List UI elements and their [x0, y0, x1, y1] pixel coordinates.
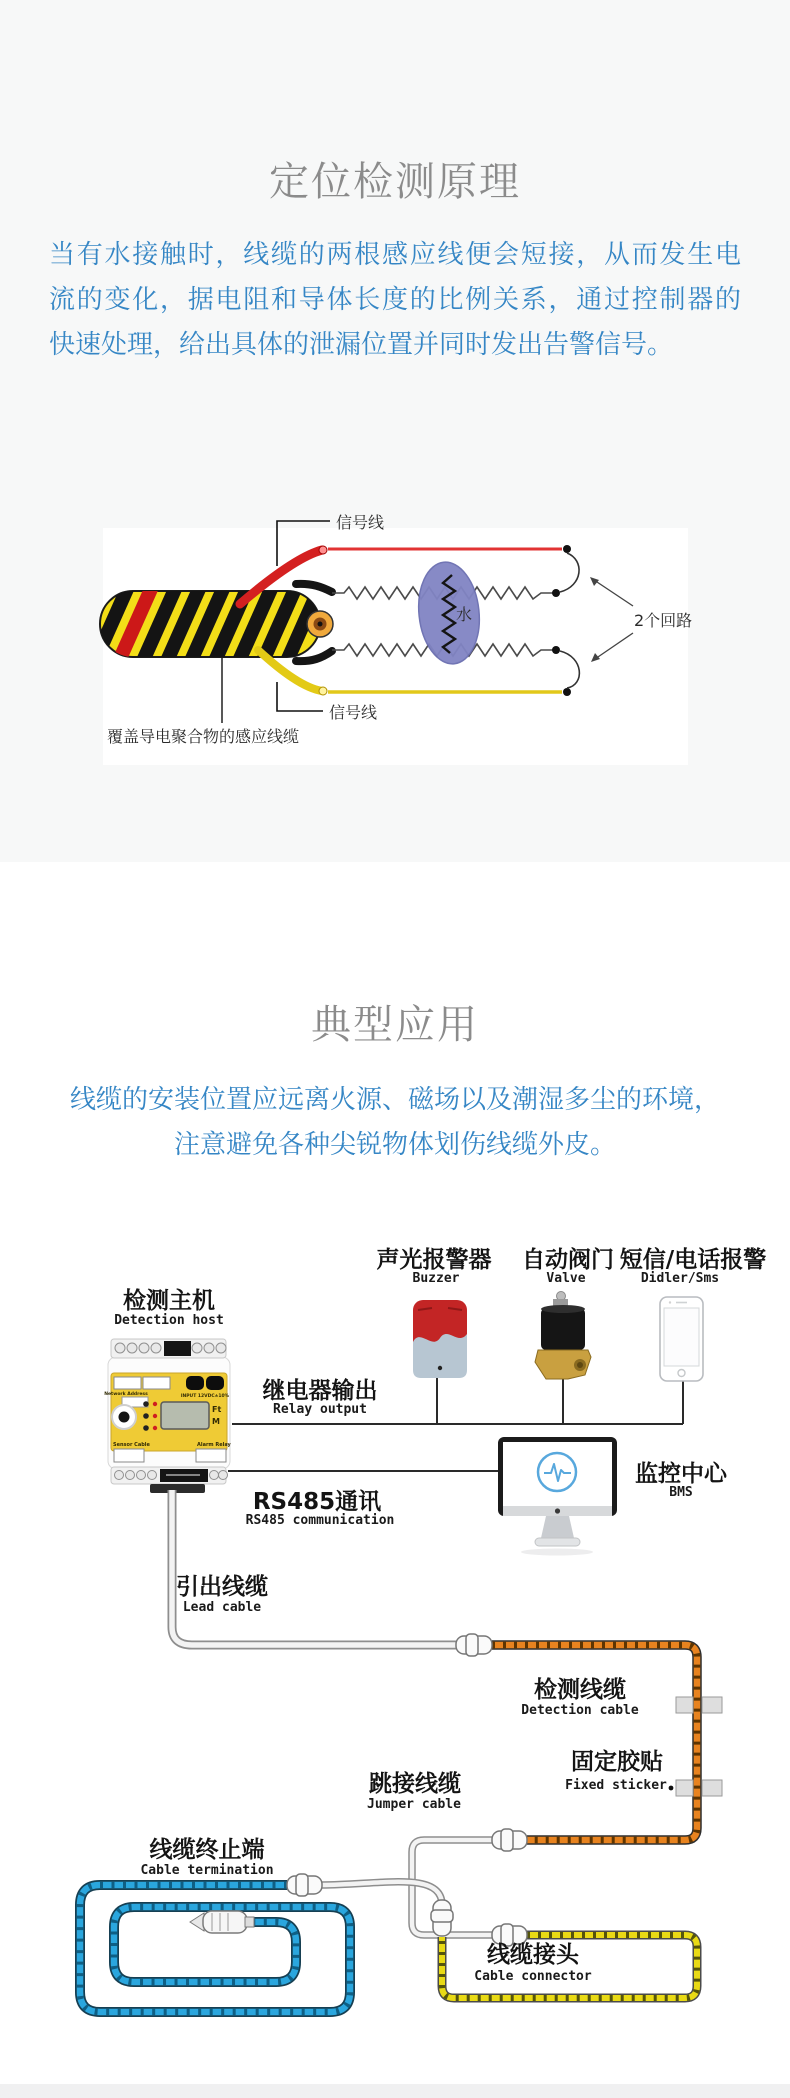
cable-label: 覆盖导电聚合物的感应线缆 — [107, 727, 300, 746]
section2-paragraph — [0, 1078, 790, 1168]
footer-band — [0, 2084, 790, 2098]
valve-label-zh: 自动阀门 — [522, 1247, 614, 1273]
section2-title: 典型应用 — [311, 1002, 479, 1048]
monitor-label-en: BMS — [669, 1485, 693, 1500]
termination-label-zh: 线缆终止端 — [149, 1837, 265, 1863]
lead-label-en: Lead cable — [182, 1600, 262, 1615]
input-label: INPUT 12VDC±10% — [180, 1394, 230, 1399]
detection-label-en: Detection cable — [521, 1703, 639, 1718]
relay-label-zh: 继电器输出 — [262, 1378, 378, 1404]
valve-device — [535, 1292, 591, 1380]
lcd-display — [161, 1402, 209, 1429]
paragraph-line: 线缆的安装位置应远离火源、磁场以及潮湿多尘的环境， — [69, 1085, 720, 1115]
alarm-relay-label: Alarm Relay — [197, 1442, 231, 1448]
m-label: M — [212, 1417, 220, 1426]
network-address-label: Network Address — [104, 1392, 148, 1397]
sticker-label-zh: 固定胶贴 — [571, 1749, 663, 1775]
connector-label-en: Cable connector — [474, 1969, 592, 1984]
paragraph-line: 流的变化，据电阻和导体长度的比例关系，通过控制器的 — [49, 285, 741, 315]
dc-socket — [206, 1376, 224, 1390]
sms-label-en: Didler/Sms — [640, 1271, 720, 1286]
monitor-device — [498, 1437, 617, 1556]
lead-label-zh: 引出线缆 — [176, 1574, 268, 1600]
detection-cable — [492, 1645, 697, 1840]
paragraph-line: 快速处理，给出具体的泄漏位置并同时发出告警信号。 — [49, 330, 674, 360]
sensor-cable-label: Sensor Cable — [113, 1442, 150, 1448]
signal-bottom-label: 信号线 — [329, 703, 378, 722]
signal-top-label: 信号线 — [336, 513, 385, 532]
host-label-zh: 检测主机 — [123, 1288, 215, 1314]
rs485-label-zh: RS485通讯 — [252, 1489, 382, 1515]
termination-plug — [190, 1911, 254, 1933]
detection-label-zh: 检测线缆 — [534, 1677, 626, 1703]
connector-label-zh: 线缆接头 — [487, 1942, 579, 1968]
sms-label-zh: 短信/电话报警 — [619, 1247, 767, 1273]
application-diagram — [0, 1240, 790, 2085]
jumper-label-en: Jumper cable — [367, 1797, 461, 1812]
sticker-label-en: Fixed sticker — [565, 1778, 667, 1793]
din-clip — [150, 1484, 205, 1493]
host-label-en: Detection host — [114, 1313, 224, 1328]
rs485-label-en: RS485 communication — [245, 1513, 395, 1528]
water-label: 水 — [456, 605, 473, 624]
apple-logo-icon — [555, 1508, 560, 1513]
jumper-label-zh: 跳接线缆 — [369, 1771, 461, 1797]
section1-title: 定位检测原理 — [269, 159, 521, 205]
cable-principle-diagram — [0, 500, 790, 770]
loops-label: 2个回路 — [634, 611, 693, 630]
termination-blue-cable — [80, 1885, 350, 2012]
termination-label-en: Cable termination — [140, 1863, 274, 1878]
paragraph-line: 当有水接触时，线缆的两根感应线便会短接，从而发生电 — [49, 240, 741, 270]
ft-label: Ft — [212, 1405, 222, 1414]
phone-device — [660, 1297, 703, 1381]
buzzer-label-en: Buzzer — [412, 1271, 460, 1286]
monitor-label-zh: 监控中心 — [635, 1461, 727, 1487]
detection-host-device — [104, 1339, 231, 1493]
relay-label-en: Relay output — [273, 1402, 367, 1417]
buzzer-device — [413, 1300, 467, 1378]
paragraph-line: 注意避免各种尖锐物体划伤线缆外皮。 — [173, 1130, 616, 1160]
buzzer-label-zh: 声光报警器 — [376, 1247, 492, 1273]
valve-label-en: Valve — [546, 1271, 586, 1286]
section1-paragraph — [49, 233, 741, 368]
dc-socket — [186, 1376, 204, 1390]
